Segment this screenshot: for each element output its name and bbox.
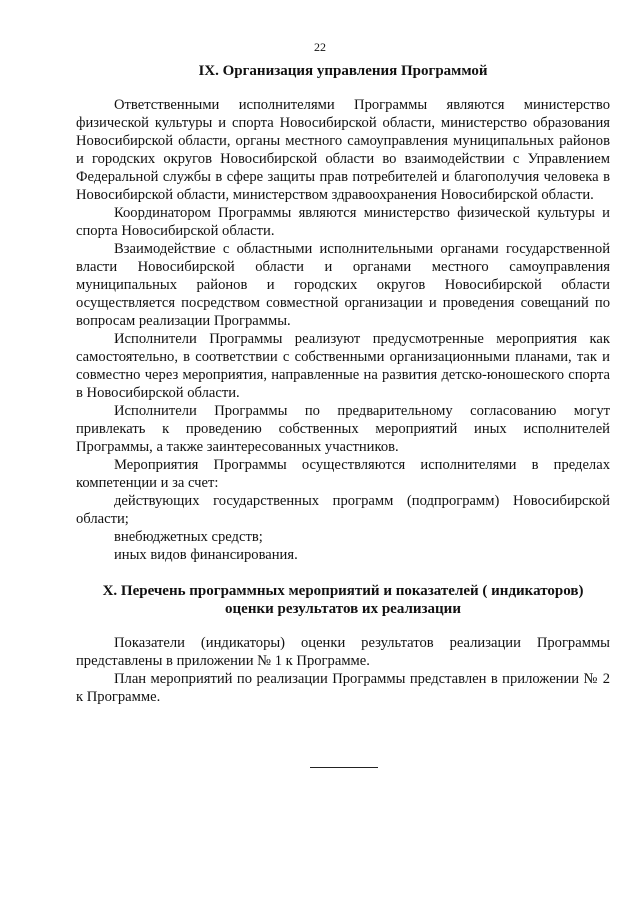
section-9-paragraph-5: Исполнители Программы по предварительному согласованию могут привлекать к проведению собственных мероприятий иных исполнителей Программы, а также заинтересованных участников. bbox=[76, 403, 610, 455]
section-9-paragraph-1: Ответственными исполнителями Программы являются министерство физической культуры и спорта Новосибирской области, министерство образования Новосибирской области, органы местного самоуправления муниципальных районов и городских округов Новосибирской области во взаимодействии с Управлением Федеральной службы в сфере защиты прав потребителей и благополучия человека в Новосибирской области, министерством здравоохранения Новосибирской области. bbox=[76, 97, 610, 203]
section-10-title bbox=[76, 582, 610, 618]
section-9-title: IX. Организация управления Программой bbox=[198, 63, 488, 79]
section-9 bbox=[76, 62, 610, 564]
section-10 bbox=[76, 582, 610, 706]
page-number: 22 bbox=[314, 40, 326, 54]
section-10-title-line-2: оценки результатов их реализации bbox=[225, 601, 461, 617]
section-9-paragraph-6: Мероприятия Программы осуществляются исполнителями в пределах компетенции и за счет: bbox=[76, 457, 610, 491]
section-9-paragraph-4: Исполнители Программы реализуют предусмотренные мероприятия как самостоятельно, в соответствии с собственными организационными планами, так и совместно через мероприятия, направленные на развития детско-юношеского спорта в Новосибирской области. bbox=[76, 331, 610, 401]
section-10-paragraph-2: План мероприятий по реализации Программы представлен в приложении № 2 к Программе. bbox=[76, 671, 610, 705]
page-content bbox=[76, 62, 610, 706]
section-10-paragraph-1: Показатели (индикаторы) оценки результатов реализации Программы представлены в приложении № 1 к Программе. bbox=[76, 635, 610, 669]
section-10-title-line-1: X. Перечень программных мероприятий и показателей ( индикаторов) bbox=[102, 583, 584, 599]
section-9-list-item-1: действующих государственных программ (подпрограмм) Новосибирской области; bbox=[76, 493, 610, 527]
end-separator-line bbox=[310, 767, 378, 768]
section-9-list-item-3: иных видов финансирования. bbox=[114, 547, 298, 563]
section-9-paragraph-2: Координатором Программы являются министерство физической культуры и спорта Новосибирской области. bbox=[76, 205, 610, 239]
section-9-paragraph-3: Взаимодействие с областными исполнительными органами государственной власти Новосибирской области и органами местного самоуправления муниципальных районов и городских округов Новосибирской области осуществляется посредством совместной организации и проведения совещаний по вопросам реализации Программы. bbox=[76, 241, 610, 329]
section-9-list-item-2: внебюджетных средств; bbox=[114, 529, 263, 545]
